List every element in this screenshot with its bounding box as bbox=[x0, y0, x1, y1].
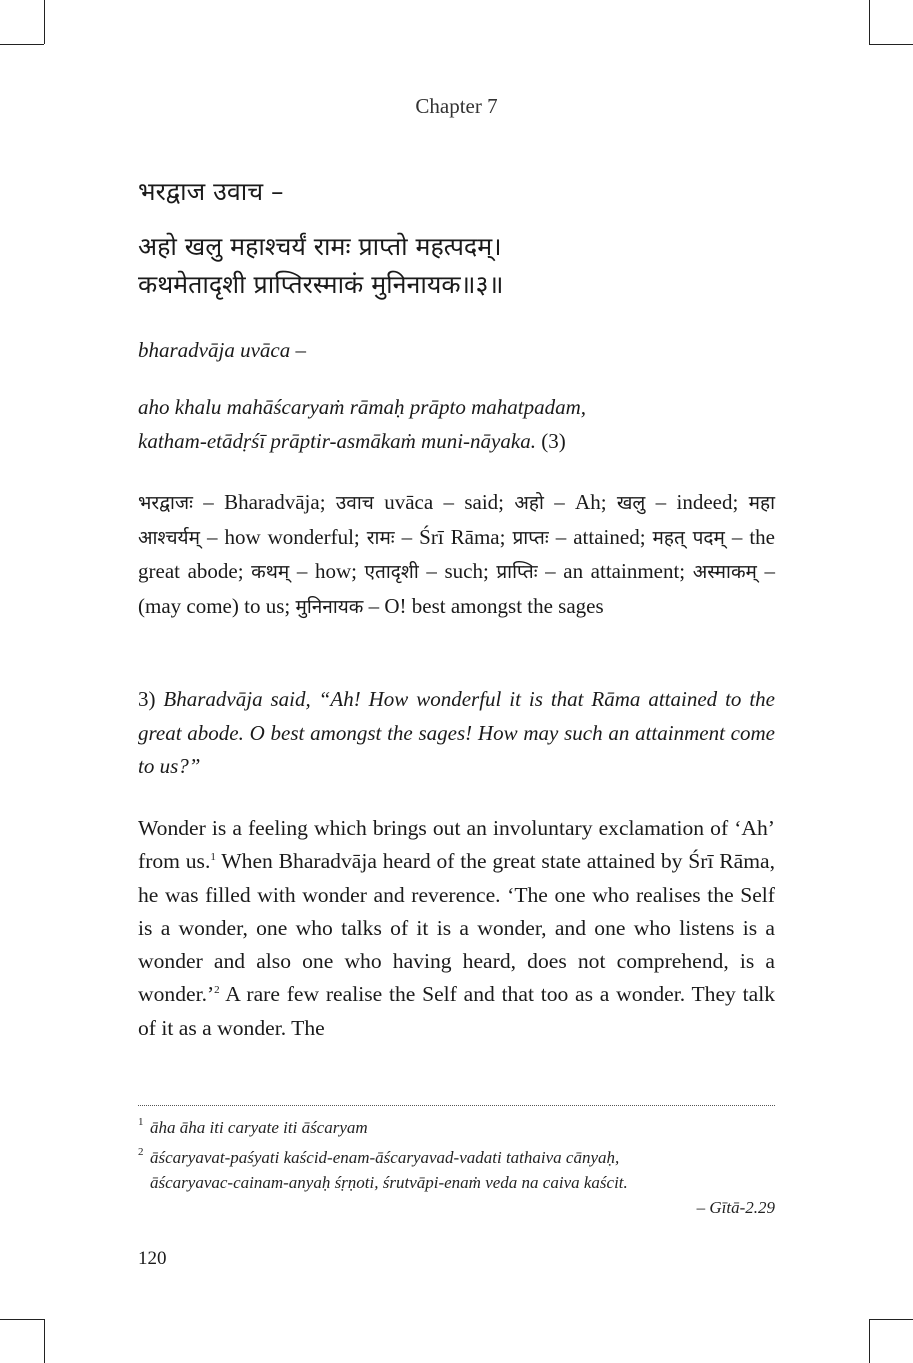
footnote-mark: 2 bbox=[138, 1146, 144, 1158]
footnotes bbox=[138, 1115, 775, 1220]
verse-line-2: कथमेतादृशी प्राप्तिरस्माकं मुनिनायक॥३॥ bbox=[138, 270, 504, 299]
crop-mark-bottom-right-v bbox=[869, 1319, 870, 1363]
commentary-text-1: Wonder is a feeling which brings out an involuntary exclamation of ‘Ah’ from us. bbox=[138, 816, 775, 874]
footnote-text: āha āha iti caryate iti āścaryam bbox=[150, 1118, 368, 1137]
gloss-meaning: – such; bbox=[418, 559, 497, 583]
gloss-term: मुनिनायक bbox=[295, 595, 364, 618]
crop-mark-bottom-left-v bbox=[44, 1319, 45, 1363]
crop-mark-top-right-h bbox=[869, 44, 913, 45]
gloss-meaning: – how wonderful; bbox=[199, 524, 367, 549]
gloss-meaning: – O! best amongst the sages bbox=[363, 593, 604, 618]
gloss-meaning: – indeed; bbox=[645, 490, 749, 514]
gloss-meaning: – (may come) to us; bbox=[138, 559, 776, 618]
footnote-2 bbox=[138, 1145, 775, 1170]
gloss-term: प्राप्तिः bbox=[496, 561, 538, 583]
gloss-term: महा आश्चर्यम् bbox=[138, 492, 776, 549]
gloss-meaning: – the great abode; bbox=[138, 524, 775, 583]
page-number: 120 bbox=[138, 1248, 167, 1269]
crop-mark-top-left-h bbox=[0, 44, 44, 45]
footnote-ref-1: 1 bbox=[210, 851, 216, 864]
gloss-meaning: – attained; bbox=[548, 524, 653, 549]
footnote-text-cont: āścaryavac-cainam-anyaḥ śṛṇoti, śrutvāpi-enaṁ veda na caiva kaścit. bbox=[150, 1173, 628, 1192]
gloss-term: अस्माकम् bbox=[692, 561, 757, 583]
gloss-term: प्राप्तः bbox=[512, 526, 549, 549]
gloss-meaning: – how; bbox=[289, 559, 365, 583]
verse-line-1: अहो खलु महाश्चर्यं रामः प्राप्तो महत्पदम्। bbox=[138, 232, 502, 261]
word-glossary bbox=[138, 486, 775, 624]
commentary-text-3: A rare few realise the Self and that too as a wonder. They talk of it as a wonder. The bbox=[138, 982, 775, 1040]
running-header: Chapter 7 bbox=[415, 94, 498, 118]
verse-speaker-transliteration: bharadvāja uvāca – bbox=[138, 338, 306, 362]
gloss-term: महत् पदम् bbox=[652, 526, 725, 549]
footnote-1 bbox=[138, 1115, 775, 1140]
crop-mark-top-left-v bbox=[44, 0, 45, 44]
translit-line-2 bbox=[138, 424, 775, 458]
gloss-term: एतादृशी bbox=[364, 561, 419, 583]
footnote-divider bbox=[138, 1105, 775, 1106]
crop-mark-bottom-right-h bbox=[869, 1319, 913, 1320]
verse-number: (3) bbox=[541, 429, 566, 453]
gloss-term: कथम् bbox=[251, 561, 290, 583]
verse-devanagari bbox=[138, 228, 775, 304]
verse-speaker-devanagari: भरद्वाज उवाच – bbox=[138, 177, 284, 206]
gloss-meaning: – Śrī Rāma; bbox=[394, 524, 513, 549]
footnote-text: āścaryavat-paśyati kaścid-enam-āścaryavad-vadati tathaiva cānyaḥ, bbox=[150, 1148, 620, 1167]
footnote-mark: 1 bbox=[138, 1116, 144, 1128]
translit-line-2-text: katham-etādṛśī prāptir-asmākaṁ muni-nāyaka. bbox=[138, 429, 536, 453]
gloss-meaning: – Bharadvāja; bbox=[192, 490, 336, 514]
gloss-term: उवाच bbox=[335, 492, 374, 514]
crop-mark-bottom-left-h bbox=[0, 1319, 44, 1320]
gloss-meaning: uvāca – said; bbox=[373, 490, 515, 514]
translation-number: 3) bbox=[138, 687, 164, 711]
translit-line-1: aho khalu mahāścaryaṁ rāmaḥ prāpto mahatpadam, bbox=[138, 395, 586, 419]
commentary-text-2: When Bharadvāja heard of the great state attained by Śrī Rāma, he was filled with wonder and reverence. ‘The one who realises the Self is a wonder, one who talks of it is a wonder, and one who listens is a wonder and also one who having heard, does not comprehend, is a wonder.’ bbox=[138, 849, 775, 1007]
gloss-term: भरद्वाजः bbox=[138, 492, 193, 514]
gloss-meaning: – Ah; bbox=[543, 490, 617, 514]
footnote-citation: – Gītā-2.29 bbox=[696, 1198, 775, 1217]
gloss-meaning: – an attainment; bbox=[537, 559, 693, 583]
translation-text: Bharadvāja said, “Ah! How wonderful it is that Rāma attained to the great abode. O best amongst the sages! How may such an attainment come to us?” bbox=[138, 687, 775, 778]
gloss-term: अहो bbox=[514, 492, 544, 514]
verse-transliteration bbox=[138, 390, 775, 458]
crop-mark-top-right-v bbox=[869, 0, 870, 44]
footnote-ref-2: 2 bbox=[214, 984, 220, 997]
gloss-term: खलु bbox=[616, 492, 646, 514]
verse-translation bbox=[138, 683, 775, 784]
gloss-term: रामः bbox=[366, 526, 395, 549]
commentary-paragraph bbox=[138, 812, 775, 1045]
